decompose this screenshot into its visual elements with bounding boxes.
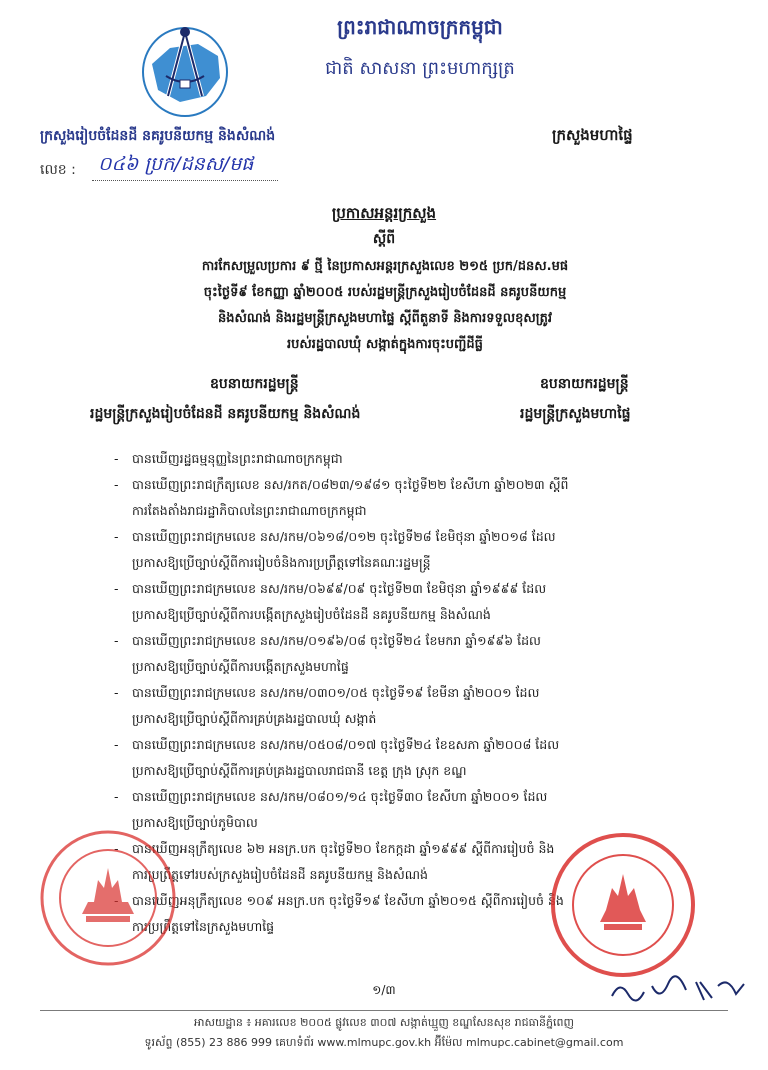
page-number: ១/៣: [372, 983, 396, 997]
subject-line: របស់រដ្ឋបាលឃុំ សង្កាត់ក្នុងការចុះបញ្ជីដីធ្លី: [287, 337, 483, 352]
left-signatory-title: ឧបនាយករដ្ឋមន្ត្រី: [210, 376, 299, 392]
issuing-ministry-left: ក្រសួងរៀបចំដែនដី នគរូបនីយកម្ម និងសំណង់: [40, 128, 276, 144]
kingdom-heading: ព្រះរាជាណាចក្រកម្ពុជា: [337, 15, 503, 39]
document-title-about: ស្តីពី: [372, 231, 396, 247]
left-official-seal-icon: [38, 828, 178, 968]
left-signatory-name: រដ្ឋមន្ត្រីក្រសួងរៀបចំដែនដី នគរូបនីយកម្ម និងសំណង់: [90, 406, 361, 422]
reference-item: - បានឃើញអនុក្រឹត្យលេខ ១០៩ អនក្រ.បក ចុះថ្ងៃទី១៩ ខែសីហា ឆ្នាំ២០១៥ ស្តីពីការរៀបចំ និង ការប្រព្រឹត្តទៅនៃក្រសួងមហាផ្ទៃ: [112, 888, 712, 940]
document-title: ប្រកាសអន្តរក្រសួង: [331, 204, 437, 222]
reference-item: - បានឃើញព្រះរាជក្រមលេខ នស/រកម/០៣០១/០៥ ចុះថ្ងៃទី១៩ ខែមីនា ឆ្នាំ២០០១ ដែល ប្រកាសឱ្យប្រើច្បាប់ស្តីពីការគ្រប់គ្រងរដ្ឋបាលឃុំ សង្កាត់: [112, 680, 712, 732]
reference-item: - បានឃើញព្រះរាជក្រមលេខ នស/រកម/០៨០១/១៤ ចុះថ្ងៃទី៣០ ខែសីហា ឆ្នាំ២០០១ ដែល ប្រកាសឱ្យប្រើច្បាប់ភូមិបាល: [112, 784, 712, 836]
subject-line: និងសំណង់ និងរដ្ឋមន្ត្រីក្រសួងមហាផ្ទៃ ស្តីពីតួនាទី និងការទទួលខុសត្រូវ: [217, 311, 552, 326]
right-signatory-title: ឧបនាយករដ្ឋមន្ត្រី: [540, 376, 629, 392]
reference-item: - បានឃើញអនុក្រឹត្យលេខ ៦២ អនក្រ.បក ចុះថ្ងៃទី២០ ខែកក្កដា ឆ្នាំ១៩៩៩ ស្តីពីការរៀបចំ និង ការប្រព្រឹត្តទៅរបស់ក្រសួងរៀបចំដែនដី នគរូបនីយកម្ម និងសំណង់: [112, 836, 712, 888]
reference-item: - បានឃើញព្រះរាជក្រមលេខ នស/រកម/០៦១៨/០១២ ចុះថ្ងៃទី២៨ ខែមិថុនា ឆ្នាំ២០១៨ ដែល ប្រកាសឱ្យប្រើច្បាប់ស្តីពីការរៀបចំនិងការប្រព្រឹត្តទៅនៃគណៈរដ្ឋមន្ត្រី: [112, 524, 712, 576]
reference-item: - បានឃើញព្រះរាជក្រមលេខ នស/រកម/០៦៩៩/០៩ ចុះថ្ងៃទី២៣ ខែមិថុនា ឆ្នាំ១៩៩៩ ដែល ប្រកាសឱ្យប្រើច្បាប់ស្តីពីការបង្កើតក្រសួងរៀបចំដែនដី នគរូបនីយកម្ម និងសំណង់: [112, 576, 712, 628]
reference-item: - បានឃើញរដ្ឋធម្មនុញ្ញនៃព្រះរាជាណាចក្រកម្ពុជា: [112, 446, 712, 472]
reference-item: - បានឃើញព្រះរាជក្រមលេខ នស/រកម/០៥០៨/០១៧ ចុះថ្ងៃទី២៤ ខែឧសភា ឆ្នាំ២០០៨ ដែល ប្រកាសឱ្យប្រើច្បាប់ស្តីពីការគ្រប់គ្រងរដ្ឋបាលរាជធានី ខេត្ត ក្រុង ស្រុក ខណ្ឌ: [112, 732, 712, 784]
reference-item: - បានឃើញព្រះរាជក្រឹត្យលេខ នស/រកត/០៨២៣/១៩៨១ ចុះថ្ងៃទី២២ ខែសីហា ឆ្នាំ២០២៣ ស្តីពី ការតែងតាំងរាជរដ្ឋាភិបាលនៃព្រះរាជាណាចក្រកម្ពុជា: [112, 472, 712, 524]
footer-contact: ទូរស័ព្ទ (855) 23 886 999 គេហទំព័រ www.mlmupc.gov.kh អ៊ីម៉ែល mlmupc.cabinet@gmail.com: [144, 1036, 624, 1049]
subject-line: ចុះថ្ងៃទី៩ ខែកញ្ញា ឆ្នាំ២០០៥ របស់រដ្ឋមន្ត្រីក្រសួងរៀបចំដែនដី នគរូបនីយកម្ម: [203, 285, 567, 300]
right-signatory-name: រដ្ឋមន្ត្រីក្រសួងមហាផ្ទៃ: [520, 406, 631, 422]
reference-number: ០៤៦ ប្រក/ដនស/មផ: [92, 152, 278, 181]
footer-divider: [40, 1010, 728, 1011]
issuing-ministry-right: ក្រសួងមហាផ្ទៃ: [552, 126, 633, 144]
national-motto: ជាតិ សាសនា ព្រះមហាក្សត្រ: [325, 58, 515, 79]
footer-address: អាសយដ្ឋាន ៖ អគារលេខ ២០០៥ ផ្លូវលេខ ៣០៧ សង្កាត់ឃ្មួញ ខណ្ឌសែនសុខ រាជធានីភ្នំពេញ: [194, 1016, 574, 1029]
reference-label: លេខ :: [40, 162, 76, 178]
subject-line: ការកែសម្រួលប្រការ ៩ ថ្មី នៃប្រកាសអន្តរក្រសួងលេខ ២១៥ ប្រក/ដនស.មផ: [201, 259, 569, 274]
right-official-seal-icon: [548, 830, 698, 980]
reference-item: - បានឃើញព្រះរាជក្រមលេខ នស/រកម/០១៩៦/០៨ ចុះថ្ងៃទី២៤ ខែមករា ឆ្នាំ១៩៩៦ ដែល ប្រកាសឱ្យប្រើច្បាប់ស្តីពីការបង្កើតក្រសួងមហាផ្ទៃ: [112, 628, 712, 680]
ministry-emblem-icon: [140, 22, 230, 118]
